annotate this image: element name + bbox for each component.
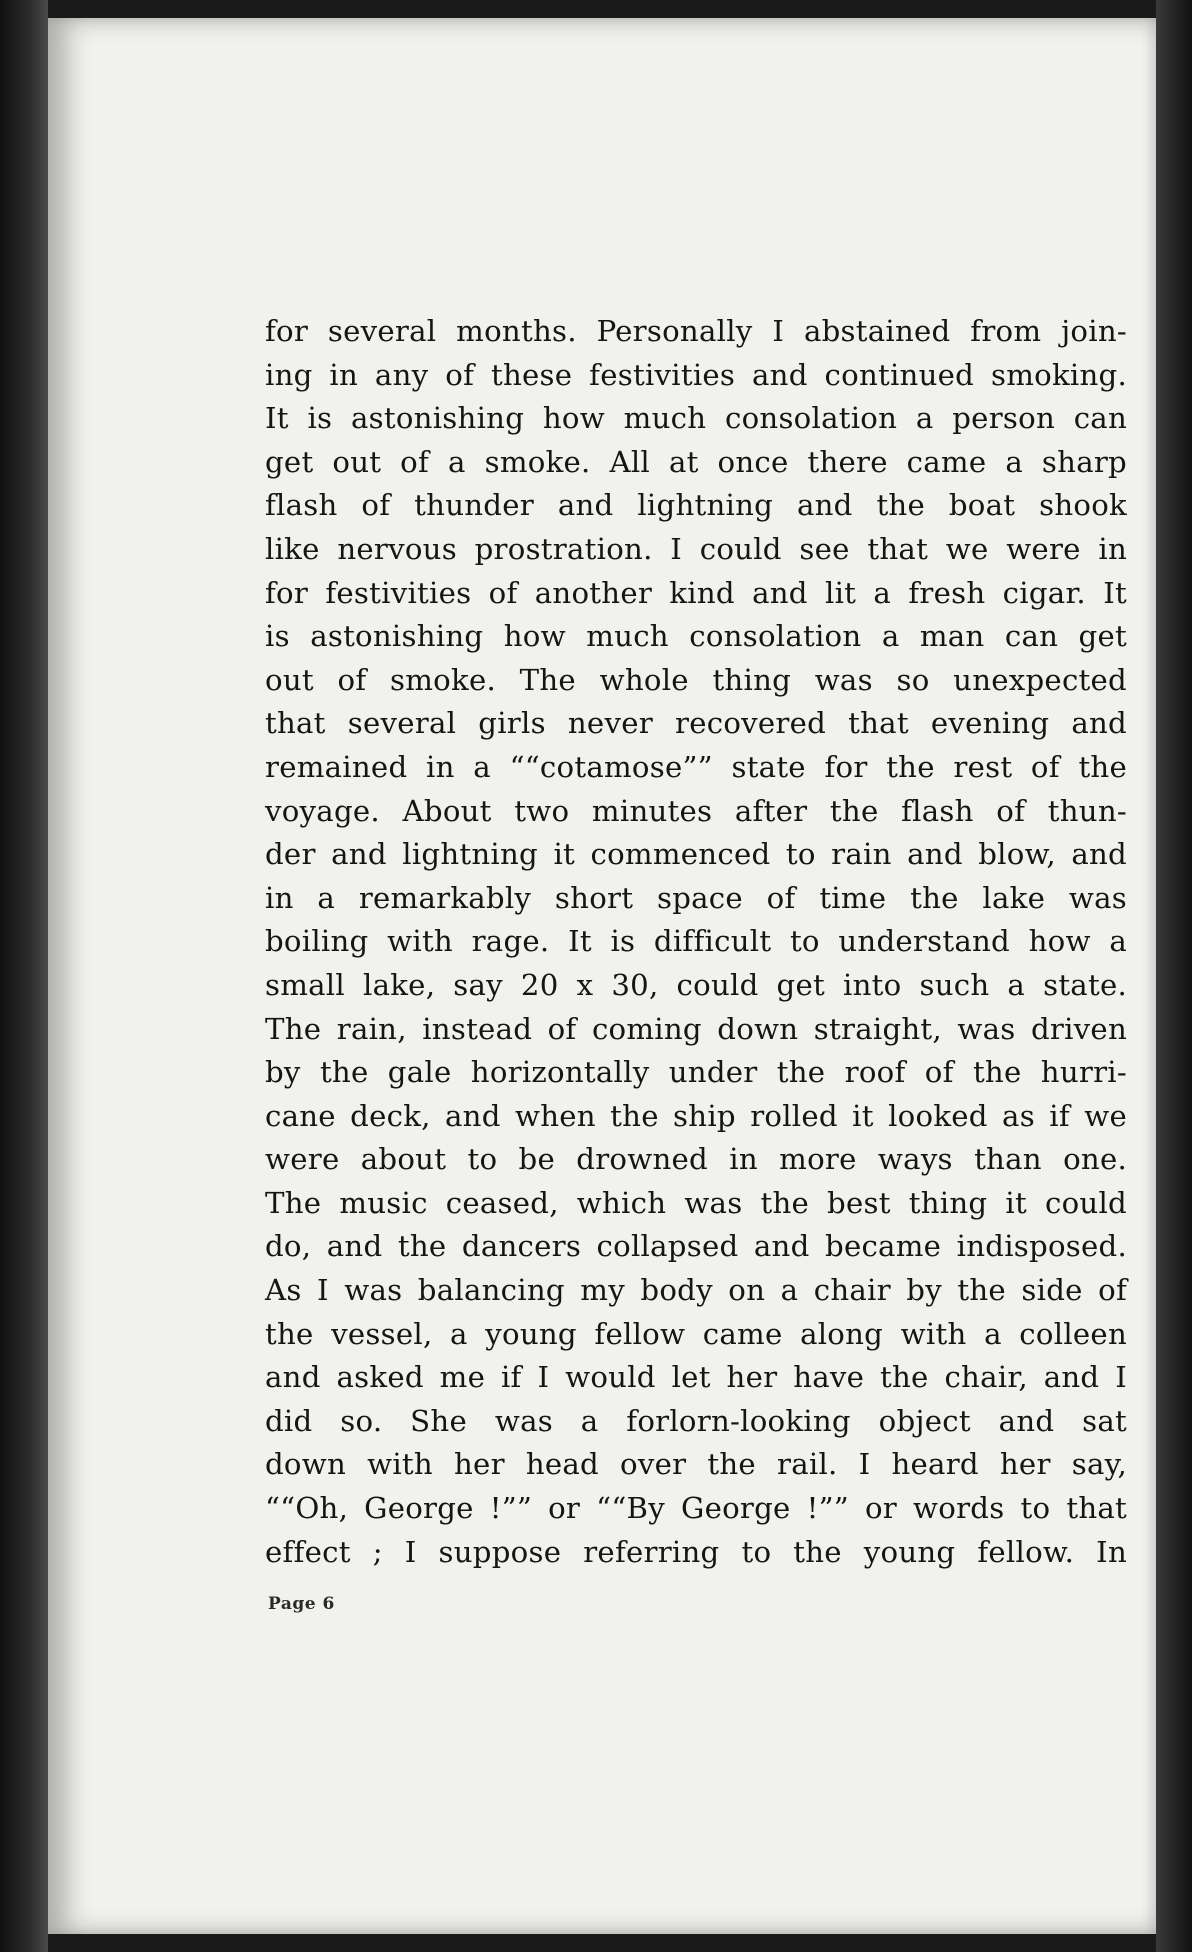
- text-line: in a remarkably short space of time the lake was: [265, 880, 1127, 915]
- text-line: the vessel, a young fellow came along with a colleen: [265, 1316, 1127, 1351]
- book-spine-shadow: [0, 0, 48, 1952]
- text-line: The rain, instead of coming down straight, was driven: [265, 1011, 1127, 1046]
- text-line: did so. She was a forlorn-looking object and sat: [265, 1403, 1127, 1438]
- text-line: that several girls never recovered that evening and: [265, 706, 1127, 741]
- text-line: ““Oh, George !”” or ““By George !”” or words to that: [265, 1491, 1127, 1526]
- text-line: It is astonishing how much consolation a person can: [265, 401, 1127, 436]
- text-line: by the gale horizontally under the roof of the hurri-: [265, 1055, 1127, 1090]
- text-line: out of smoke. The whole thing was so unexpected: [265, 662, 1127, 697]
- text-line: As I was balancing my body on a chair by the side of: [265, 1273, 1127, 1308]
- text-line: get out of a smoke. All at once there came a sharp: [265, 444, 1127, 479]
- text-line: effect ; I suppose referring to the young fellow. In: [265, 1534, 1127, 1569]
- text-line: voyage. About two minutes after the flash of thun-: [265, 793, 1127, 828]
- text-line: and asked me if I would let her have the chair, and I: [265, 1360, 1127, 1395]
- text-line: remained in a ““cotamose”” state for the rest of the: [265, 749, 1127, 784]
- text-line: flash of thunder and lightning and the boat shook: [265, 488, 1127, 523]
- page-number: Page 6: [268, 1594, 335, 1614]
- text-line: for festivities of another kind and lit a fresh cigar. It: [265, 575, 1127, 610]
- text-line: do, and the dancers collapsed and became indisposed.: [265, 1229, 1127, 1264]
- text-line: ing in any of these festivities and continued smoking.: [265, 357, 1127, 392]
- body-text: [265, 310, 1127, 1574]
- text-line: is astonishing how much consolation a man can get: [265, 619, 1127, 654]
- text-line: like nervous prostration. I could see that we were in: [265, 531, 1127, 566]
- text-line: der and lightning it commenced to rain and blow, and: [265, 837, 1127, 872]
- text-line: for several months. Personally I abstained from join-: [265, 314, 1127, 348]
- text-line: small lake, say 20 x 30, could get into such a state.: [265, 967, 1127, 1002]
- text-line: The music ceased, which was the best thing it could: [265, 1185, 1127, 1220]
- book-edge-shadow: [1156, 0, 1192, 1952]
- text-line: cane deck, and when the ship rolled it looked as if we: [265, 1098, 1127, 1133]
- text-line: down with her head over the rail. I heard her say,: [265, 1447, 1127, 1482]
- text-line: boiling with rage. It is difficult to understand how a: [265, 924, 1127, 959]
- text-line: were about to be drowned in more ways than one.: [265, 1142, 1127, 1177]
